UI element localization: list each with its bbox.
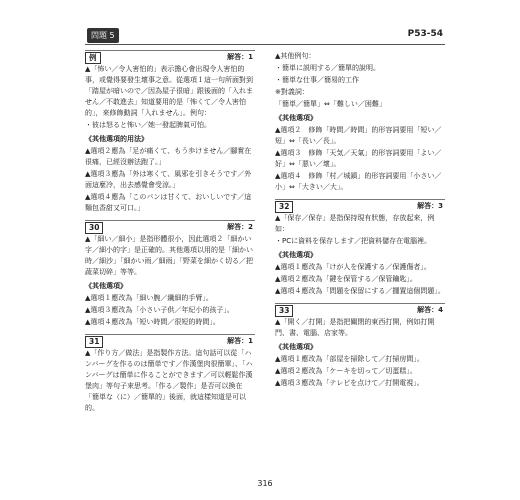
section-heading: 《其他選項》	[275, 114, 317, 122]
body-paragraph: ※對義詞：	[275, 88, 309, 96]
question-header	[85, 334, 255, 347]
section-heading: 《其他選項》	[275, 343, 317, 351]
answer-label: 解答：3	[417, 202, 443, 210]
section-heading: 《其他選項的用法》	[85, 135, 148, 143]
question-header	[275, 303, 445, 316]
answer-label: 解答：1	[227, 337, 253, 345]
answer-label: 解答：2	[227, 223, 253, 231]
body-paragraph: ▲選項２應改為「鍵を保管する／保管鑰匙」。	[275, 275, 417, 283]
body-paragraph: ▲選項１應改為「部屋を掃除して／打掃房間」。	[275, 355, 424, 363]
page-range: P53-54	[407, 29, 443, 39]
body-paragraph: ▲選項２應改為「ケーキを切って／切蛋糕」。	[275, 367, 417, 375]
body-paragraph: ▲「細い／細小」是指形體很小，因此選項２「細かい字／細小的字」是正確的。其他選項以用的是「細かい時／細沙」「細かい雨／細雨」「野菜を細かく切る／把蔬菜切碎」等等。	[85, 235, 253, 276]
page-number: 316	[257, 479, 273, 488]
body-paragraph: ▲選項２應為「足が痛くて、もう歩けません／腳實在很痛，已經沒辦法跑了。」	[85, 147, 252, 166]
section-tag: 問題 5	[87, 28, 119, 43]
body-paragraph: 「簡単／簡單」⇔「難しい／困難」	[275, 100, 386, 108]
body-paragraph: ▲選項４ 修飾「村／城鎮」的形容詞要用「小さい／小」⇔「大きい／大」。	[275, 172, 442, 191]
document-page	[85, 26, 445, 488]
question-header	[85, 50, 255, 63]
body-paragraph: ▲「作り方／做法」是指製作方法。這句話可以從「ハンバーグを作るのは簡単です／作漢堡肉很簡單」、「ハンバーグは簡単に作ることができます／可以輕鬆作漢堡肉」等句子來思考。「作る／製作」是否可以換在「簡単な（に）／簡單的」後面，就這樣知道是可以的。	[85, 349, 253, 412]
body-paragraph: ▲選項３應改為「テレビを点けて／打開電視」。	[275, 379, 424, 387]
question-number: 30	[85, 222, 103, 234]
answer-label: 解答：4	[417, 306, 443, 314]
body-paragraph: ▲選項２ 修飾「時間／時間」的形容詞要用「短い／短」⇔「長い／長」。	[275, 126, 442, 145]
body-paragraph: ・PCに資料を保存します／把資料儲存在電腦裡。	[275, 237, 432, 245]
body-paragraph: ▲選項３ 修飾「天気／天氣」的形容詞要用「よい／好」⇔「悪い／壞」。	[275, 149, 442, 168]
body-paragraph: ▲「怖い／令人害怕的」表示擔心會出現令人害怕的事，或覺得要發生壞事之意。從選項１這一句所面對到「踏屋が暗いので／因為屋子很暗」跟後面的「入れません／不敢進去」知道要用的是「怖くて／令人害怕的」，來修飾動詞「入れません」。例句：	[85, 65, 253, 117]
page-header	[85, 26, 445, 45]
body-paragraph: ▲選項１應改為「けが人を保護する／保護傷者」。	[275, 263, 431, 271]
answer-label: 解答：1	[227, 53, 253, 61]
body-paragraph: ▲其他例句：	[275, 52, 316, 60]
left-column	[85, 50, 255, 415]
body-paragraph: ▲選項４應改為「問題を保留にする／擱置這個問題」。	[275, 287, 445, 295]
body-paragraph: ▲選項３應為「外は寒くて、風邪を引きそうです／外面這麼冷，出去感覺會受涼。」	[85, 170, 252, 189]
body-paragraph: ・簡単な仕事／簡易的工作	[275, 76, 359, 84]
right-column	[275, 50, 445, 390]
question-number: 32	[275, 201, 293, 213]
section-heading: 《其他選項》	[85, 282, 127, 290]
body-paragraph: ▲「開く／打開」是指把關閉的東西打開，例如打開門、書、電腦、店家等。	[275, 318, 435, 337]
section-heading: 《其他選項》	[275, 251, 317, 259]
body-paragraph: ▲選項４應為「このパンは甘くて、おいしいです／這麵包香甜又可口。」	[85, 193, 252, 212]
question-number: 31	[85, 336, 103, 348]
body-paragraph: ▲選項３應改為「小さい子供／年紀小的孩子」。	[85, 306, 234, 314]
body-paragraph: ▲「保存／保存」是指保持現有狀態，存放起來，例如：	[275, 214, 435, 233]
body-paragraph: ・彼は怒ると怖い／她一發起脾氣可怕。	[85, 121, 211, 129]
question-number: 33	[275, 305, 293, 317]
body-paragraph: ▲選項４應改為「短い時間／很短的時間」。	[85, 318, 220, 326]
question-header	[85, 220, 255, 233]
question-number: 例	[85, 52, 101, 64]
body-paragraph: ▲選項１應改為「細い腕／纖細的手臂」。	[85, 294, 213, 302]
body-paragraph: ・簡単に説明する／簡單的說明。	[275, 64, 380, 72]
question-header	[275, 199, 445, 212]
